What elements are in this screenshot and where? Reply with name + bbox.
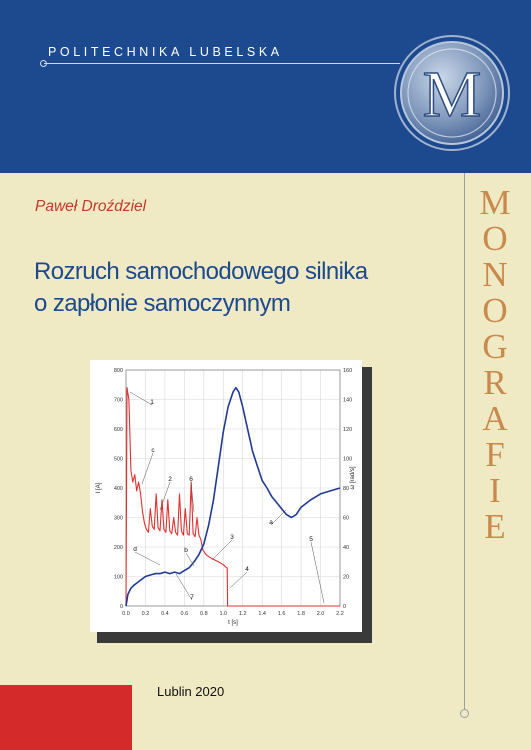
annotation-label: 4: [245, 566, 249, 573]
annotation-leader: [142, 453, 153, 484]
cover-chart: [90, 360, 362, 632]
series-vertical-word: [475, 185, 515, 545]
place-year: Lublin 2020: [157, 684, 225, 699]
annotation-label: d: [133, 546, 137, 553]
y-left-tick-label: 200: [113, 545, 123, 551]
side-letter: O: [482, 219, 508, 258]
annotation-label: 2: [168, 476, 172, 483]
x-tick-label: 2.2: [336, 611, 344, 617]
y-left-axis-label: I [A]: [96, 482, 102, 494]
y-right-tick-label: 140: [343, 397, 353, 404]
side-letter: G: [482, 327, 508, 366]
x-tick-label: 1.8: [297, 611, 305, 617]
annotation-leader: [230, 572, 247, 588]
x-axis-label: t [s]: [228, 620, 238, 626]
y-right-tick-label: 80: [343, 486, 350, 492]
annotation-label: 7: [190, 594, 194, 601]
series-line: [44, 63, 400, 64]
publisher-logo: [393, 34, 511, 152]
x-tick-label: 1.0: [219, 611, 228, 617]
side-rule-dot: [460, 709, 469, 718]
side-letter: A: [482, 399, 508, 438]
side-letter: F: [485, 435, 505, 474]
x-tick-label: 0.4: [161, 611, 169, 617]
x-tick-label: 0.2: [141, 611, 150, 617]
x-tick-label: 1.6: [277, 611, 286, 617]
title-line-1: Rozruch samochodowego silnika: [34, 258, 368, 285]
side-letter: R: [483, 363, 507, 402]
y-right-axis-label: ω [rad/s]: [350, 466, 356, 490]
side-letter: E: [484, 507, 506, 546]
y-right-tick-label: 20: [343, 574, 350, 581]
y-left-tick-label: 0: [119, 604, 123, 610]
annotation-label: b: [184, 547, 188, 554]
x-tick-label: 2.0: [316, 611, 325, 617]
y-left-tick-label: 700: [113, 397, 123, 404]
series-label: POLITECHNIKA LUBELSKA: [48, 45, 283, 59]
annotation-label: a: [269, 519, 273, 526]
logo-letter: M: [422, 58, 482, 131]
speed-series-line: [126, 388, 340, 606]
y-right-tick-label: 0: [343, 604, 347, 610]
y-left-tick-label: 300: [113, 515, 123, 522]
side-letter: I: [489, 471, 501, 510]
y-right-tick-label: 160: [343, 368, 353, 374]
annotation-leader: [311, 542, 324, 603]
annotation-label: 1: [150, 399, 154, 406]
y-left-tick-label: 100: [113, 574, 123, 581]
side-letter: M: [479, 183, 511, 222]
annotation-leader: [186, 553, 194, 566]
side-letter: N: [482, 255, 508, 294]
red-accent-block: [0, 685, 132, 750]
book-title: [34, 256, 454, 320]
y-left-tick-label: 600: [113, 427, 123, 433]
y-right-tick-label: 100: [343, 456, 353, 463]
annotation-label: c: [151, 447, 155, 454]
side-rule: [464, 173, 465, 711]
x-tick-label: 0.6: [180, 611, 189, 617]
annotation-label: 5: [309, 536, 313, 543]
annotation-leader: [212, 540, 232, 560]
annotation-label: 3: [230, 534, 234, 541]
annotation-leader: [130, 392, 152, 405]
y-right-tick-label: 40: [343, 545, 350, 551]
annotation-leader: [135, 552, 160, 565]
x-tick-label: 1.4: [258, 611, 267, 617]
y-left-tick-label: 400: [113, 486, 123, 492]
author-name: Paweł Droździel: [35, 198, 147, 215]
y-left-tick-label: 500: [113, 456, 123, 463]
x-tick-label: 0.8: [199, 611, 208, 617]
x-tick-label: 1.2: [238, 611, 247, 617]
side-letter: O: [482, 291, 508, 330]
x-tick-label: 0.0: [122, 611, 130, 617]
y-left-tick-label: 800: [113, 368, 123, 374]
y-right-tick-label: 120: [343, 427, 353, 433]
chart-svg: [90, 360, 362, 632]
title-line-2: o zapłonie samoczynnym: [34, 290, 291, 317]
y-right-tick-label: 60: [343, 515, 350, 522]
annotation-label: 6: [189, 476, 193, 483]
